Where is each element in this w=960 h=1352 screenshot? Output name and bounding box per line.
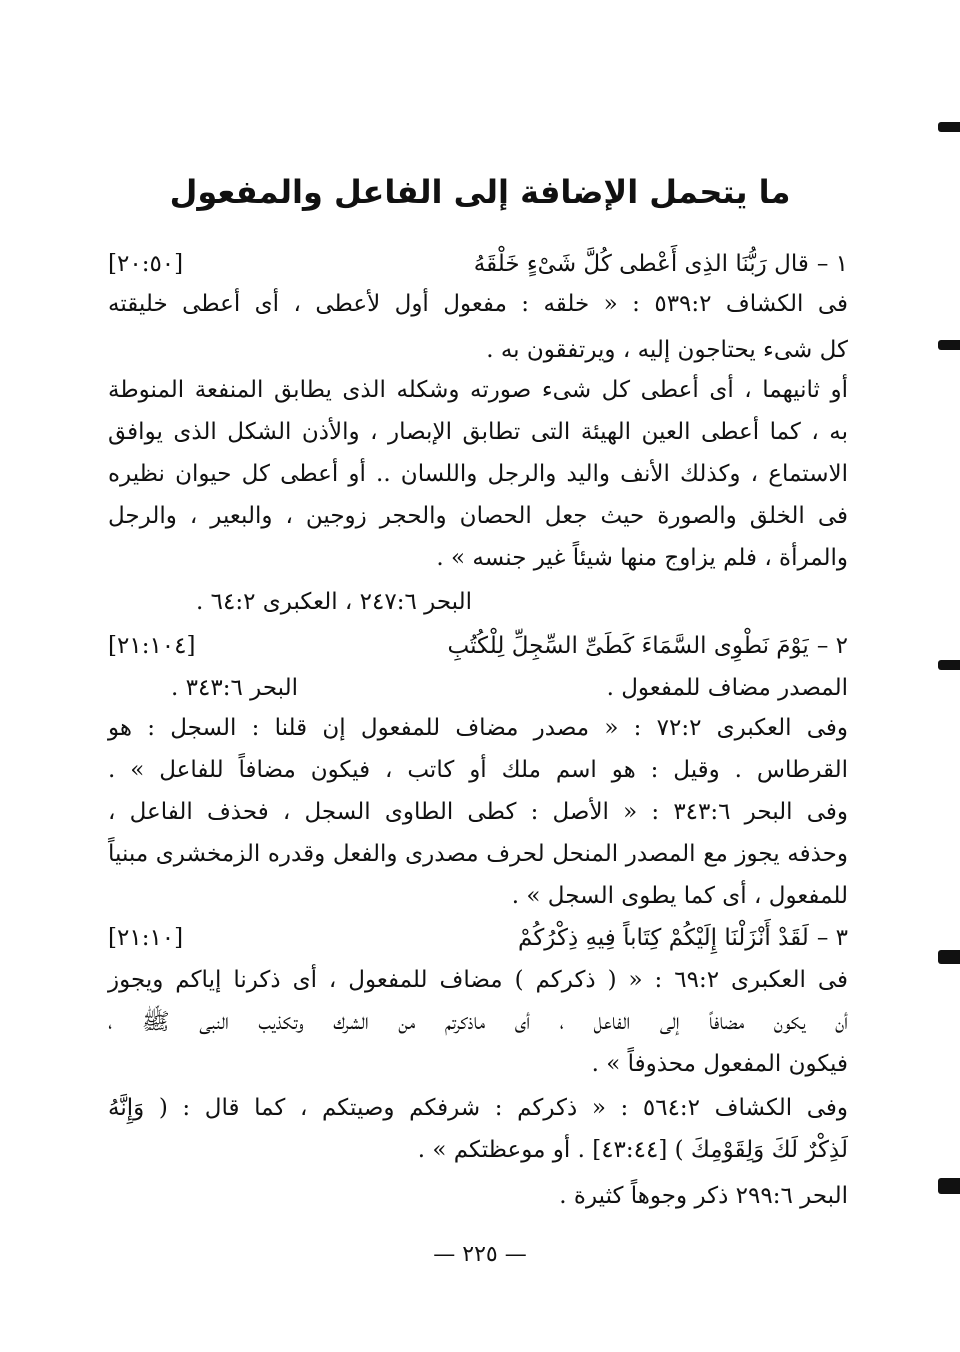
scan-edge-mark	[938, 122, 960, 132]
text-line: فى الكشاف ٥٣٩:٢ : « خلقه : مفعول أول لأعطى ، أى أعطى خليقته	[108, 291, 848, 317]
quran-verse: قال رَبُّنَا الذِى أَعْطى كُلَّ شَىْءٍ خَلْقَهُ	[473, 251, 809, 277]
entry-2-verse-line	[108, 626, 848, 666]
text-line: فيكون المفعول محذوفاً » .	[591, 1051, 848, 1077]
entry-number: ٢ –	[816, 633, 848, 659]
text-line: الاستماع ، وكذلك الأنف واليد والرجل واللسان .. أو أعطى كل حيوان نظيره	[108, 461, 848, 487]
scan-edge-mark	[938, 660, 960, 670]
source-reference-line: البحر ٢٤٧:٦ ، العكبرى ٦٤:٢ .	[196, 589, 472, 615]
verse-reference: [٢١:١٠٤]	[108, 633, 196, 659]
text-line: للمفعول ، أى كما يطوى السجل » .	[511, 883, 848, 909]
text-line: المصدر مضاف للمفعول .	[606, 675, 848, 701]
entry-1-verse-line	[108, 244, 848, 284]
text-line: أو ثانيهما ، أى أعطى كل شىء صورته وشكله الذى يطابق المنفعة المنوطة	[108, 377, 848, 403]
source-reference-line: البحر ٢٩٩:٦ ذكر وجوهاً كثيرة .	[559, 1183, 848, 1209]
source-reference-line: البحر ٣٤٣:٦ .	[171, 675, 298, 701]
text-line: لَذِكْرٌ لَكَ وَلِقَوْمِكَ ) [٤٣:٤٤] . أو موعظتكم » .	[417, 1137, 848, 1163]
verse-reference: [٢١:١٠]	[108, 925, 184, 951]
scan-edge-mark	[938, 340, 960, 350]
page-number: — ٢٢٥ —	[433, 1242, 527, 1267]
entry-3-verse-line	[108, 918, 848, 958]
scan-edge-mark	[938, 950, 960, 964]
scan-edge-mark	[938, 1178, 960, 1194]
entry-number: ٣ –	[816, 925, 848, 951]
text-line: وفى الكشاف ٥٦٤:٢ : « ذكركم : شرفكم وصيتكم ، كما قال : ( وَإِنَّهُ	[108, 1095, 848, 1121]
text-line: كل شىء يحتاجون إليه ، ويرتفقون به .	[486, 337, 848, 363]
quran-verse: لَقَدْ أَنْزَلْنَا إِلَيْكُمْ كِتَاباً فِيهِ ذِكْرُكُمْ	[518, 925, 809, 951]
text-line: القرطاس . وقيل : هو اسم ملك أو كاتب ، فيكون مضافاً للفاعل » .	[108, 757, 848, 783]
verse-reference: [٢٠:٥٠]	[108, 251, 184, 277]
text-line: أن يكون مضافاً إلى الفاعل ، أى ماذكرتم من الشرك وتكذيب النبى ﷺ ،	[108, 1009, 848, 1035]
text-line: وفى البحر ٣٤٣:٦ : « الأصل : كطى الطاوى السجل ، فحذف الفاعل ،	[108, 799, 848, 825]
text-line: وفى العكبرى ٧٢:٢ : « مصدر مضاف للمفعول إن قلنا : السجل : هو	[108, 715, 848, 741]
text-line: والمرأة ، فلم يزاوج منها شيئاً غير جنسه » .	[436, 545, 848, 571]
quran-verse: يَوْمَ نَطْوِى السَّمَاءَ كَطَىِّ السِّجِلِّ لِلْكُتُبِ	[447, 633, 809, 659]
text-line: وحذفه يجوز مع المصدر المنحل لحرف مصدرى والفعل وقدره الزمخشرى مبنياً	[108, 841, 848, 867]
entry-number: ١ –	[816, 251, 848, 277]
page-title: ما يتحمل الإضافة إلى الفاعل والمفعول	[169, 173, 791, 211]
text-line: به ، كما أعطى العين الهيئة التى تطابق الإبصار ، والأذن الشكل الذى يوافق	[108, 419, 848, 445]
text-line: فى العكبرى ٦٩:٢ : « ( ذكركم ) مضاف للمفعول ، أى ذكرنا إياكم ويجوز	[108, 967, 848, 993]
text-line: فى الخلق والصورة حيث جعل الحصان والحجر زوجين ، والبعير ، والرجل	[108, 503, 848, 529]
